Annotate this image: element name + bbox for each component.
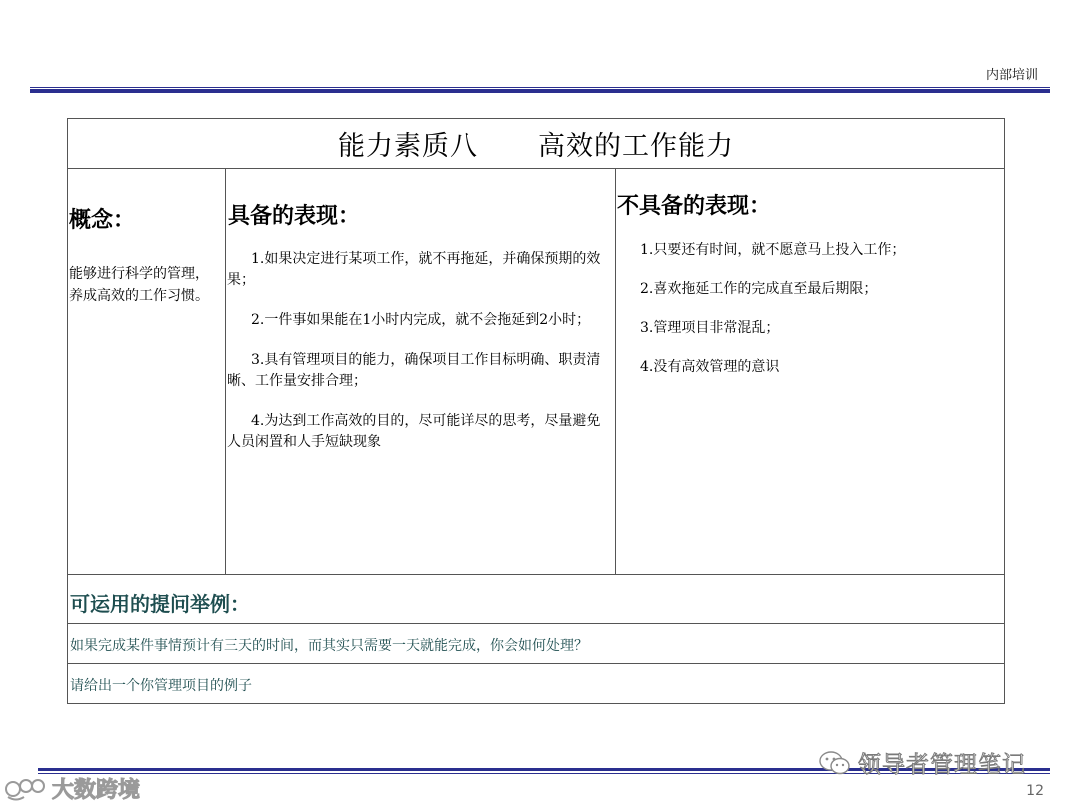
concept-heading: 概念： bbox=[69, 208, 136, 233]
concept-line: 能够进行科学的管理， bbox=[69, 266, 209, 282]
not-have-item: 1.只要还有时间，就不愿意马上投入工作； bbox=[640, 242, 906, 258]
logo-icon bbox=[4, 775, 48, 803]
have-item: 4.为达到工作高效的目的，尽可能详尽的思考，尽量避免人员闲置和人手短缺现象 bbox=[227, 413, 601, 450]
not-have-item: 3.管理项目非常混乱； bbox=[640, 320, 780, 336]
not-have-list bbox=[640, 240, 1000, 396]
not-have-column bbox=[616, 169, 1004, 574]
wechat-icon bbox=[818, 750, 852, 776]
content-table bbox=[67, 118, 1005, 704]
watermark-right-text: 领导者管理笔记 bbox=[858, 752, 1026, 778]
concept-column bbox=[68, 169, 226, 574]
concept-line: 养成高效的工作习惯。 bbox=[69, 288, 209, 304]
questions-heading: 可运用的提问举例： bbox=[70, 592, 250, 616]
header-label: 内部培训 bbox=[985, 68, 1038, 83]
not-have-item: 4.没有高效管理的意识 bbox=[640, 359, 780, 375]
have-heading: 具备的表现： bbox=[228, 204, 361, 229]
have-list bbox=[227, 249, 613, 472]
page-title-part2: 高效的工作能力 bbox=[538, 131, 734, 162]
title-row bbox=[68, 119, 1004, 169]
watermark-right bbox=[818, 746, 1026, 779]
not-have-item: 2.喜欢拖延工作的完成直至最后期限； bbox=[640, 281, 878, 297]
question-row bbox=[68, 624, 1004, 664]
questions-heading-row bbox=[68, 574, 1004, 624]
page-title-part1: 能力素质八 bbox=[338, 131, 478, 162]
concept-text bbox=[69, 263, 227, 307]
have-item: 2.一件事如果能在1小时内完成，就不会拖延到2小时； bbox=[251, 312, 591, 328]
question-text: 请给出一个你管理项目的例子 bbox=[70, 678, 252, 694]
question-row bbox=[68, 664, 1004, 704]
have-column bbox=[226, 169, 616, 574]
have-item: 3.具有管理项目的能力，确保项目工作目标明确、职责清晰、工作量安排合理； bbox=[227, 352, 601, 389]
top-divider-thick bbox=[30, 89, 1050, 93]
have-item: 1.如果决定进行某项工作，就不再拖延，并确保预期的效果； bbox=[227, 251, 601, 288]
top-divider-thin bbox=[30, 87, 1050, 88]
not-have-heading: 不具备的表现： bbox=[617, 194, 772, 219]
watermark-left-text: 大数跨境 bbox=[52, 778, 141, 803]
question-text: 如果完成某件事情预计有三天的时间，而其实只需要一天就能完成，你会如何处理？ bbox=[70, 638, 588, 654]
page-number: 12 bbox=[1026, 783, 1044, 799]
watermark-left bbox=[4, 773, 140, 804]
